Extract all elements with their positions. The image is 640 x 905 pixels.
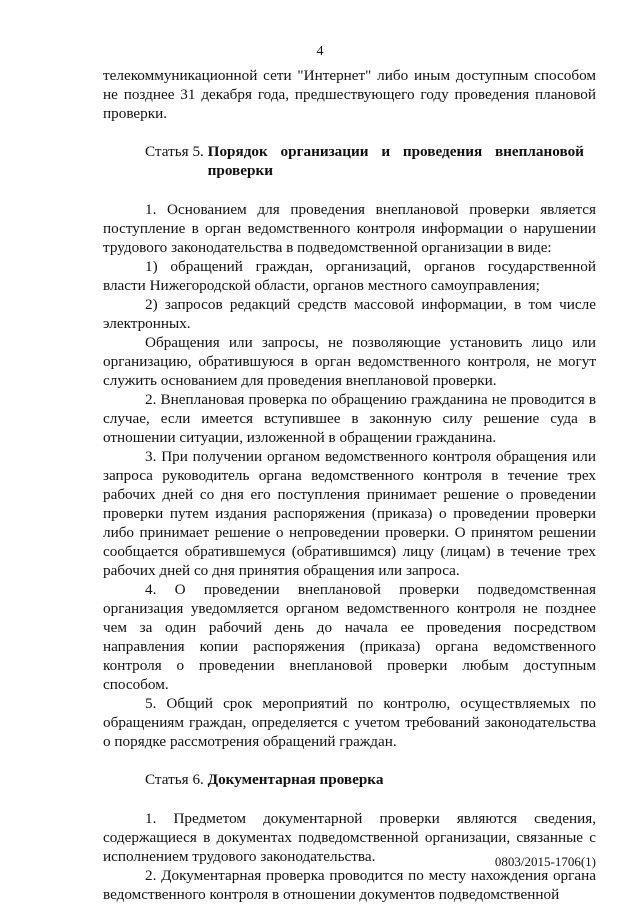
document-footer-code: 0803/2015-1706(1) [494, 854, 596, 869]
article-5-prefix: Статья 5. [145, 143, 208, 160]
article-6-paragraph-2: 2. Документарная проверка проводится по месту нахождения органа ведомственного контроля в отношении документов подведомственной [103, 867, 596, 903]
article-5-paragraph-7: 4. О проведении внеплановой проверки подведомственная организация уведомляется органом ведомственного контроля не позднее чем за один рабочий день до начала ее проведения посредством направления копии распоряжения (приказа) органа ведомственного контроля о проведении внеплановой проверки любым доступным способом. [103, 581, 596, 693]
article-5-paragraph-4: Обращения или запросы, не позволяющие установить лицо или организацию, обратившуюся в орган ведомственного контроля, не могут служить основанием для проведения внеплановой проверки. [103, 334, 596, 389]
article-5-title: Порядок организации и проведения внеплановой проверки [207, 143, 584, 179]
article-5-paragraph-5: 2. Внеплановая проверка по обращению гражданина не проводится в случае, если имеется вступившее в законную силу решение суда в отношении ситуации, изложенной в обращении гражданина. [103, 391, 596, 446]
article-5-paragraph-8: 5. Общий срок мероприятий по контролю, осуществляемых по обращениям граждан, определяется с учетом требований законодательства о порядке рассмотрения обращений граждан. [103, 695, 596, 750]
article-5-paragraph-6: 3. При получении органом ведомственного контроля обращения или запроса руководитель органа ведомственного контроля в течение трех рабочих дней со дня его поступления принимает решение о проведении проверки путем издания распоряжения (приказа) о проведении проверки либо принимает решение о непроведении проверки. О принятом решении сообщается обратившемуся (обратившимся) лицу (лицам) в течение трех рабочих дней со дня принятия обращения или запроса. [103, 448, 596, 579]
article-6-prefix: Статья 6. [145, 771, 208, 788]
article-5-heading [103, 142, 596, 180]
document-body [103, 66, 596, 904]
article-5-paragraph-1: 1. Основанием для проведения внеплановой проверки является поступление в орган ведомственного контроля информации о нарушении трудового законодательства в подведомственной организации в виде: [103, 201, 596, 256]
article-6-paragraph-1: 1. Предметом документарной проверки являются сведения, содержащиеся в документах подведомственной организации, связанные с исполнением трудового законодательства. [103, 810, 596, 865]
article-6-heading [103, 770, 596, 789]
article-6-title: Документарная проверка [207, 771, 384, 788]
article-5-paragraph-3: 2) запросов редакций средств массовой информации, в том числе электронных. [103, 296, 596, 332]
article-5-paragraph-2: 1) обращений граждан, организаций, органов государственной власти Нижегородской области, органов местного самоуправления; [103, 258, 596, 294]
intro-paragraph: телекоммуникационной сети "Интернет" либо иным доступным способом не позднее 31 декабря года, предшествующего году проведения плановой проверки. [103, 67, 596, 122]
page-number: 4 [316, 44, 324, 59]
